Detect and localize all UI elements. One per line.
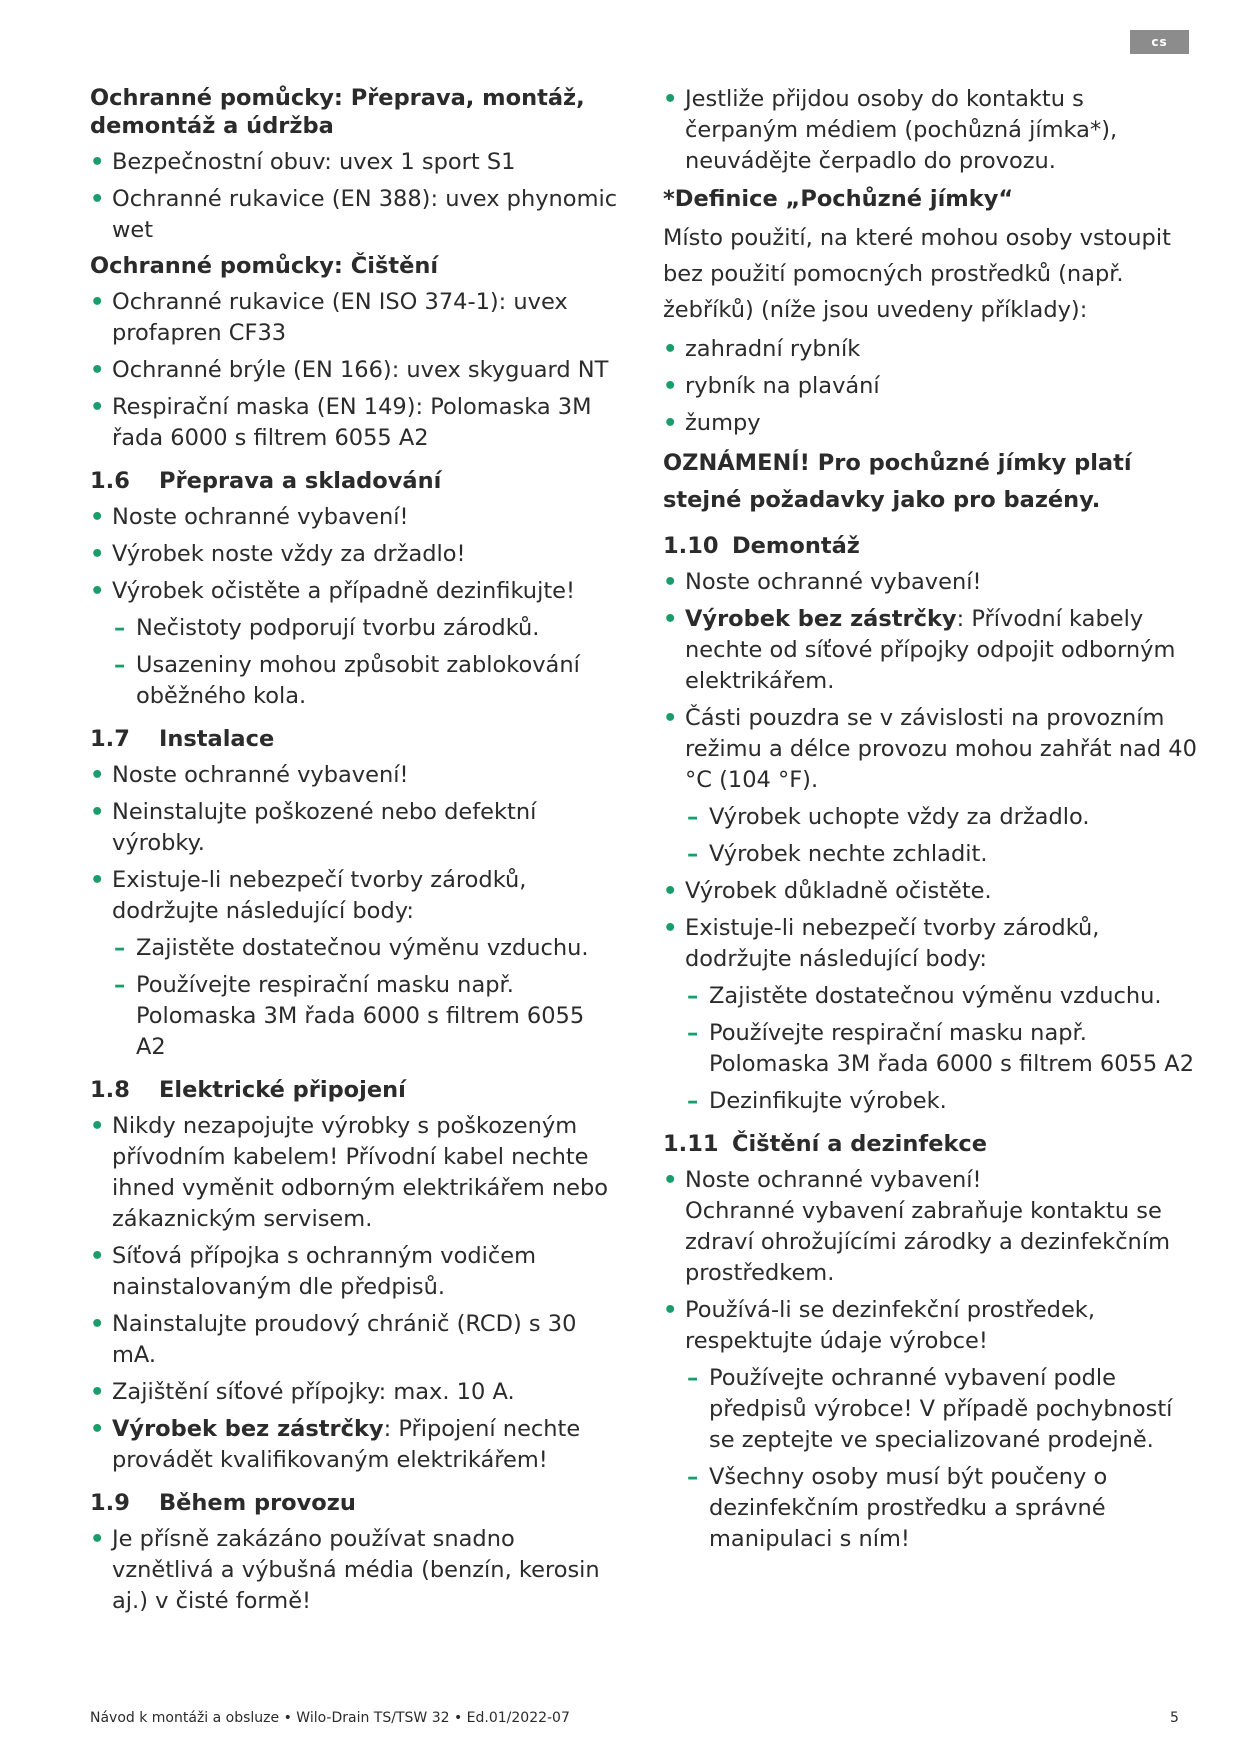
left-column <box>90 84 620 1623</box>
list-item: • Nikdy nezapojujte výrobky s poškozeným přívodním kabelem! Přívodní kabel nechte ihned vyměnit odborným elektrikářem nebo zákaznickým servisem. <box>90 1111 620 1235</box>
section-title: Během provozu <box>159 1490 356 1516</box>
list-item: • Je přísně zakázáno používat snadno vznětlivá a výbušná média (benzín, kerosin aj.) v čisté formě! <box>90 1524 620 1617</box>
heading-protective-transport: Ochranné pomůcky: Přeprava, montáž, demontáž a údržba <box>90 85 585 139</box>
section-heading-1-7 <box>90 724 620 754</box>
bold-label: Výrobek bez zástrčky <box>685 606 957 632</box>
section-number: 1.9 <box>90 1490 130 1516</box>
item-continuation: Ochranné vybavení zabraňuje kontaktu se zdraví ohrožujícími zárodky a dezinfekčním prostředkem. <box>685 1198 1170 1286</box>
list-item: • Zajištění síťové přípojky: max. 10 A. <box>90 1377 620 1408</box>
list-item: • Bezpečnostní obuv: uvex 1 sport S1 <box>90 147 620 178</box>
list-item: • Nainstalujte proudový chránič (RCD) s 30 mA. <box>90 1309 620 1371</box>
list-section-1-8 <box>90 1111 620 1476</box>
sub-list-item: – Zajistěte dostatečnou výměnu vzduchu. <box>663 981 1203 1012</box>
list-section-1-7 <box>90 760 620 1063</box>
sub-list-item: – Výrobek uchopte vždy za držadlo. <box>663 802 1203 833</box>
definition-text: Místo použití, na které mohou osoby vstoupit bez použití pomocných prostředků (např. žebříků) (níže jsou uvedeny příklady): <box>663 225 1171 323</box>
list-item: • Ochranné brýle (EN 166): uvex skyguard NT <box>90 355 620 386</box>
sub-list-item: – Dezinfikujte výrobek. <box>663 1086 1203 1117</box>
list-item: • rybník na plavání <box>663 371 1203 402</box>
list-section-1-6 <box>90 502 620 712</box>
page-number: 5 <box>1170 1710 1179 1726</box>
item-text: Noste ochranné vybavení! <box>685 1167 982 1193</box>
definition-title: *Definice „Pochůzné jímky“ <box>663 186 1014 212</box>
section-number: 1.7 <box>90 726 130 752</box>
list-section-1-11 <box>663 1165 1203 1555</box>
section-heading-1-9 <box>90 1488 620 1518</box>
sub-list-item: – Používejte ochranné vybavení podle předpisů výrobce! V případě pochybností se zeptejte ve specializované prodejně. <box>663 1363 1203 1456</box>
list-section-1-10 <box>663 567 1203 1117</box>
list-item: • žumpy <box>663 408 1203 439</box>
list-item: • Noste ochranné vybavení! <box>90 760 620 791</box>
sub-list-item: – Nečistoty podporují tvorbu zárodků. <box>90 613 620 644</box>
section-title: Demontáž <box>732 533 860 559</box>
list-item <box>663 1165 1203 1289</box>
list-item: • Noste ochranné vybavení! <box>663 567 1203 598</box>
list-item: • Neinstalujte poškozené nebo defektní výrobky. <box>90 797 620 859</box>
section-heading-1-6 <box>90 466 620 496</box>
section-number: 1.6 <box>90 468 130 494</box>
section-number: 1.8 <box>90 1077 130 1103</box>
list-item: • Používá-li se dezinfekční prostředek, respektujte údaje výrobce! <box>663 1295 1203 1357</box>
language-badge: cs <box>1130 30 1189 54</box>
list-item: • zahradní rybník <box>663 334 1203 365</box>
list-item: • Ochranné rukavice (EN 388): uvex phynomic wet <box>90 184 620 246</box>
section-number: 1.11 <box>663 1131 719 1157</box>
section-heading-1-8 <box>90 1075 620 1105</box>
list-item: • Síťová přípojka s ochranným vodičem nainstalovaným dle předpisů. <box>90 1241 620 1303</box>
section-title: Instalace <box>159 726 275 752</box>
list-item: • Části pouzdra se v závislosti na provozním režimu a délce provozu mohou zahřát nad 40 °C (104 °F). <box>663 703 1203 796</box>
list-item: • Výrobek noste vždy za držadlo! <box>90 539 620 570</box>
list-item: • Noste ochranné vybavení! <box>90 502 620 533</box>
list-item: • Respirační maska (EN 149): Polomaska 3M řada 6000 s filtrem 6055 A2 <box>90 392 620 454</box>
list-protective-transport <box>90 147 620 246</box>
sub-list-item: – Usazeniny mohou způsobit zablokování oběžného kola. <box>90 650 620 712</box>
heading-protective-cleaning: Ochranné pomůcky: Čištění <box>90 253 439 279</box>
section-title: Přeprava a skladování <box>159 468 442 494</box>
item-text: : Přívodní kabely nechte od síťové přípojky odpojit odborným elektrikářem. <box>685 606 1176 694</box>
sub-list-item: – Používejte respirační masku např. Polomaska 3M řada 6000 s filtrem 6055 A2 <box>90 970 620 1063</box>
list-item: • Existuje-li nebezpečí tvorby zárodků, dodržujte následující body: <box>663 913 1203 975</box>
list-item: • Ochranné rukavice (EN ISO 374-1): uvex profapren CF33 <box>90 287 620 349</box>
sub-list-item: – Všechny osoby musí být poučeny o dezinfekčním prostředku a správné manipulaci s ním! <box>663 1462 1203 1555</box>
list-item: • Existuje-li nebezpečí tvorby zárodků, dodržujte následující body: <box>90 865 620 927</box>
list-item: • Výrobek důkladně očistěte. <box>663 876 1203 907</box>
section-heading-1-10 <box>663 531 1203 561</box>
notice-text: OZNÁMENÍ! Pro pochůzné jímky platí stejné požadavky jako pro bazény. <box>663 450 1132 513</box>
list-item <box>663 604 1203 697</box>
list-item: • Výrobek očistěte a případně dezinfikujte! <box>90 576 620 607</box>
sub-list-item: – Používejte respirační masku např. Polomaska 3M řada 6000 s filtrem 6055 A2 <box>663 1018 1203 1080</box>
section-heading-1-11 <box>663 1129 1203 1159</box>
list-protective-cleaning <box>90 287 620 454</box>
list-item: • Jestliže přijdou osoby do kontaktu s čerpaným médiem (pochůzná jímka*), neuvádějte čerpadlo do provozu. <box>663 84 1203 177</box>
section-title: Elektrické připojení <box>159 1077 406 1103</box>
item-text: : Připojení nechte provádět kvalifikovaným elektrikářem! <box>112 1416 581 1473</box>
list-section-1-9 <box>90 1524 620 1617</box>
sub-list-item: – Výrobek nechte zchladit. <box>663 839 1203 870</box>
section-title: Čištění a dezinfekce <box>732 1131 988 1157</box>
right-column <box>663 84 1203 1561</box>
section-number: 1.10 <box>663 533 719 559</box>
list-definition-examples <box>663 334 1203 439</box>
list-top-right <box>663 84 1203 177</box>
list-item <box>90 1414 620 1476</box>
footer-text: Návod k montáži a obsluze • Wilo-Drain TS/TSW 32 • Ed.01/2022-07 <box>90 1710 570 1726</box>
bold-label: Výrobek bez zástrčky <box>112 1416 384 1442</box>
sub-list-item: – Zajistěte dostatečnou výměnu vzduchu. <box>90 933 620 964</box>
